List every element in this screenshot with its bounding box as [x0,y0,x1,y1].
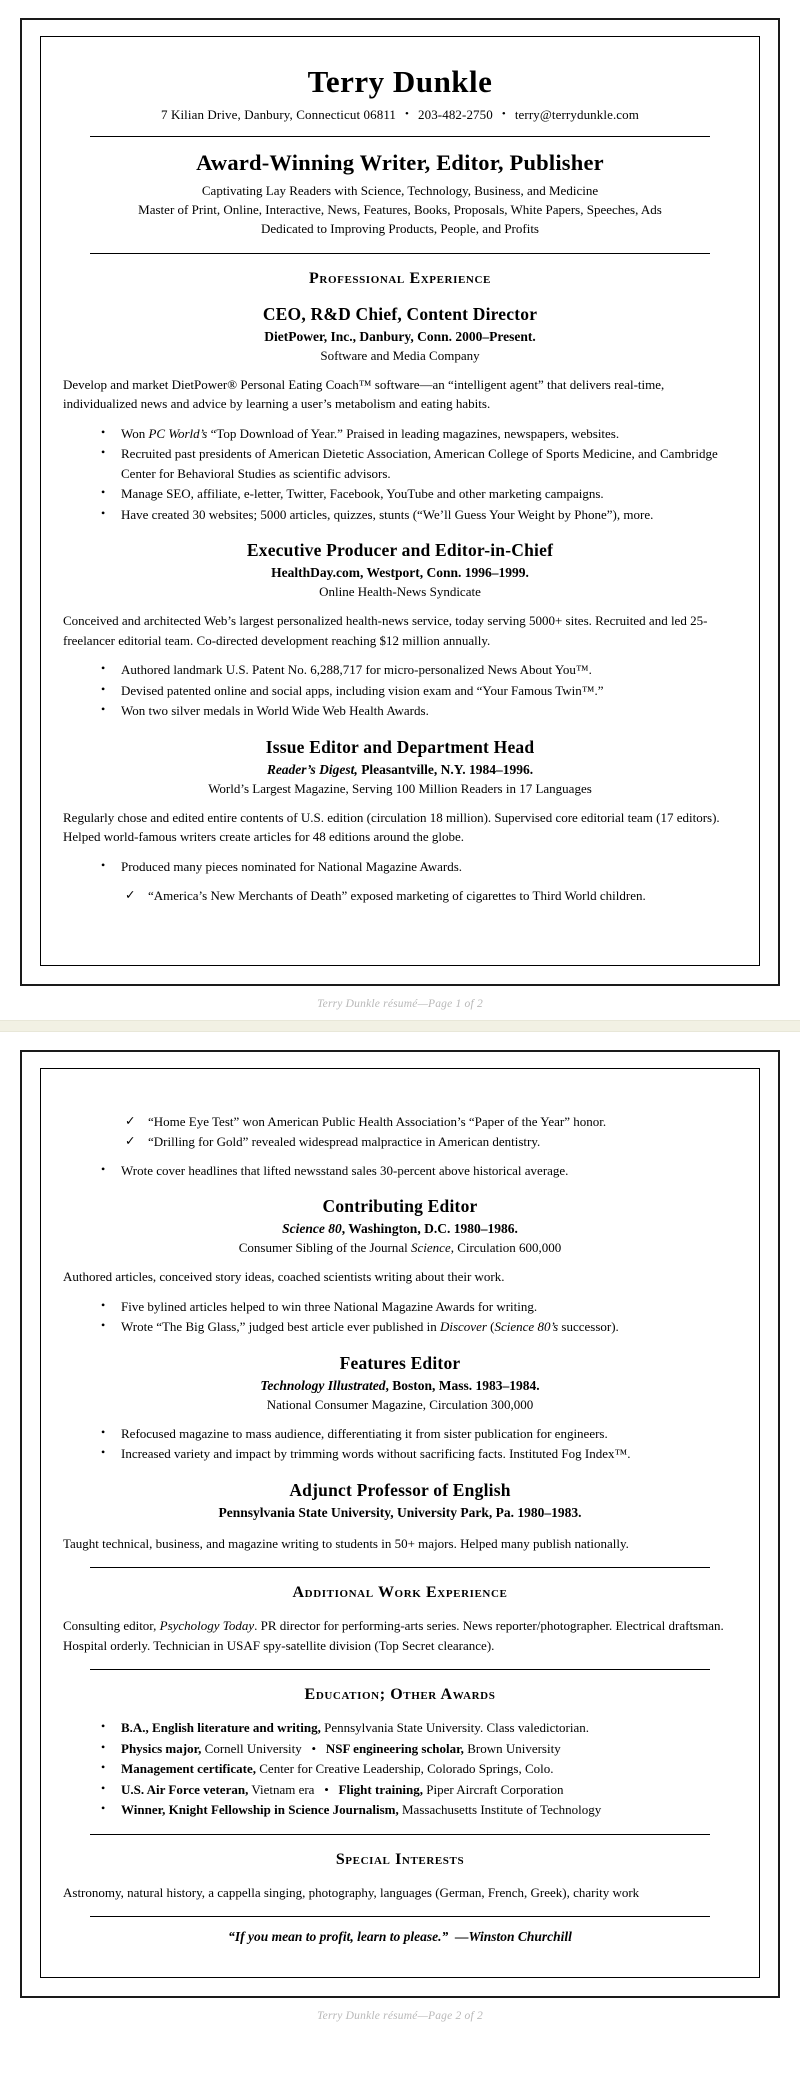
job-title-penn-state: Adjunct Professor of English [289,1479,511,1500]
publication-name: Science [411,1240,451,1256]
education-bold: Physics major, [121,1740,202,1756]
list-item: • Refocused magazine to mass audience, differentiating it from sister publication for engineers. [101,1424,737,1444]
education-list [63,1718,737,1820]
education-rest: Massachusetts Institute of Technology [398,1802,602,1818]
job-bullets-readers-digest-page2 [63,1161,737,1181]
tagline-2: Master of Print, Online, Interactive, News, Features, Books, Proposals, White Papers, Speeches, Ads [138,201,662,217]
tagline-3: Dedicated to Improving Products, People, and Profits [260,220,539,236]
professional-headline: Award-Winning Writer, Editor, Publisher [196,150,604,176]
list-item: • Increased variety and impact by trimming words without sacrificing facts. Instituted Fog Index™. [101,1444,737,1464]
divider-education [90,1669,710,1670]
page-break-space [0,1032,800,1050]
list-item: • Won two silver medals in World Wide Web Health Awards. [101,701,737,721]
publication-name: Technology Illustrated [260,1377,386,1393]
job-title-technology-illustrated: Features Editor [339,1352,461,1373]
list-item: ✓ “Home Eye Test” won American Public Health Association’s “Paper of the Year” honor. [125,1112,737,1132]
list-item [101,1718,737,1738]
education-bold-2: NSF engineering scholar, [325,1740,464,1756]
contact-line [63,107,737,123]
job-bullets-dietpower [63,424,737,525]
job-org-readers-digest [63,762,737,778]
page-2-inner [40,1068,760,1979]
additional-work-part-b: . PR director for performing-arts series. News reporter/photographer. [254,1618,613,1634]
job-desc-part-a: Consumer Sibling of the Journal [238,1240,412,1256]
additional-work-line-2: Electrical draftsman. Hospital orderly. Technician in USAF spy-satellite division (Top Secret clearance). [63,1618,724,1653]
additional-work-part-a: Consulting editor, [63,1618,160,1634]
job-desc-readers-digest: World’s Largest Magazine, Serving 100 Million Readers in 17 Languages [208,780,592,796]
list-item: • Authored landmark U.S. Patent No. 6,288,717 for micro-personalized News About You™. [101,660,737,680]
list-item: • Won PC World’s “Top Download of Year.” Praised in leading magazines, newspapers, websites. [101,424,737,444]
divider-header [90,136,710,137]
job-org-penn-state: Pennsylvania State University, University Park, Pa. 1980–1983. [218,1504,582,1520]
job-desc-technology-illustrated: National Consumer Magazine, Circulation 300,000 [266,1396,534,1412]
additional-work-text [63,1616,737,1655]
spacer [63,1524,737,1534]
page-title: Terry Dunkle [307,64,493,99]
education-bold: Management certificate, [121,1761,256,1777]
section-additional-work-experience: Additional Work Experience [292,1584,508,1602]
publication-name: Reader’s Digest, [266,761,358,777]
divider-additional [90,1567,710,1568]
divider-tagline [90,253,710,254]
job-bullets-healthday [63,660,737,721]
contact-email: terry@terrydunkle.com [514,107,639,123]
education-rest: Cornell University [201,1740,302,1756]
job-org-healthday: HealthDay.com, Westport, Conn. 1996–1999. [271,565,529,581]
job-desc-dietpower: Software and Media Company [320,347,480,363]
education-bold-2: Flight training, [338,1781,424,1797]
publication-name: Science 80’s [494,1319,559,1335]
job-para-readers-digest: Regularly chose and edited entire contents of U.S. edition (circulation 18 million). Supervised core editorial team (17 editors). Helped world-famous writers create articles for 48 editions around the globe. [63,809,720,845]
list-item: • Produced many pieces nominated for National Magazine Awards. [101,857,737,877]
job-org-rest: Pleasantville, N.Y. 1984–1996. [357,761,534,777]
page-2-bottom-space [63,1951,737,1961]
special-interests-text: Astronomy, natural history, a cappella singing, photography, languages (German, French, Greek), charity work [63,1884,640,1900]
education-rest-2: Piper Aircraft Corporation [423,1781,564,1797]
job-para-dietpower: Develop and market DietPower® Personal Eating Coach™ software—an “intelligent agent” that delivers real-time, individualized news and advice by learning a user’s metabolism and eating habits. [63,376,665,412]
section-professional-experience: Professional Experience [309,269,491,287]
list-item: • Have created 30 websites; 5000 articles, quizzes, stunts (“We’ll Guess Your Weight by Phone”), more. [101,505,737,525]
education-rest: Pennsylvania State University. Class valedictorian. [320,1720,589,1736]
divider-quote-wrap [63,1916,737,1917]
job-title-science80: Contributing Editor [322,1196,478,1217]
page-1-bottom-space [63,915,737,949]
page-2-frame [20,1050,780,1999]
page-break-band [0,1020,800,1032]
list-item: • Wrote cover headlines that lifted newsstand sales 30-percent above historical average. [101,1161,737,1181]
page-2-top-space [63,1083,737,1103]
job-org-technology-illustrated [63,1378,737,1394]
list-item: ✓ “America’s New Merchants of Death” exposed marketing of cigarettes to Third World children. [125,886,737,906]
list-item [101,1759,737,1779]
page-1-footer: Terry Dunkle résumé—Page 1 of 2 [317,997,483,1010]
education-bold: B.A., English literature and writing, [121,1720,321,1736]
list-item: ✓ “Drilling for Gold” revealed widespread malpractice in American dentistry. [125,1132,737,1152]
list-item: • Physics major, Cornell University • NSF engineering scholar, Brown University [101,1739,737,1759]
page-2-footer: Terry Dunkle résumé—Page 2 of 2 [317,2010,483,2023]
top-margin [0,0,800,18]
job-title-dietpower: CEO, R&D Chief, Content Director [262,303,538,324]
page-1-frame [20,18,780,986]
contact-phone: 203-482-2750 [418,107,493,123]
divider-interests [90,1834,710,1835]
job-bullets-science80 [63,1297,737,1337]
contact-separator-2: • [501,108,506,121]
job-bullets-technology-illustrated [63,1424,737,1464]
job-checks-readers-digest-page1 [63,886,737,906]
education-rest: Vietnam era [248,1781,315,1797]
job-checks-readers-digest-page2 [63,1112,737,1152]
page-2 [20,1050,780,1999]
education-bold: U.S. Air Force veteran, [121,1781,249,1797]
divider-additional-wrap [63,1567,737,1568]
job-para-science80: Authored articles, conceived story ideas, coached scientists writing about their work. [63,1269,505,1285]
publication-name: Psychology Today [159,1618,255,1634]
job-title-readers-digest: Issue Editor and Department Head [265,736,535,757]
tagline-1: Captivating Lay Readers with Science, Technology, Business, and Medicine [201,183,599,199]
job-desc-healthday: Online Health-News Syndicate [319,584,481,600]
list-item: • Wrote “The Big Glass,” judged best article ever published in Discover (Science 80’s successor). [101,1317,737,1337]
publication-name: Discover [439,1319,487,1335]
publication-name: PC World’s [148,425,208,441]
bottom-margin [0,2032,800,2050]
divider-tagline-wrap [63,253,737,254]
divider-quote [90,1916,710,1917]
list-item [101,1800,737,1820]
contact-address: 7 Kilian Drive, Danbury, Connecticut 06811 [161,107,397,123]
section-education-other-awards: Education; Other Awards [304,1686,496,1704]
page-1 [20,18,780,986]
job-bullets-readers-digest [63,857,737,877]
job-org-rest: , Washington, D.C. 1980–1986. [341,1221,518,1237]
list-item: • U.S. Air Force veteran, Vietnam era • Flight training, Piper Aircraft Corporation [101,1780,737,1800]
education-rest: Center for Creative Leadership, Colorado Springs, Colo. [256,1761,554,1777]
job-title-healthday: Executive Producer and Editor-in-Chief [246,540,554,561]
job-org-rest: , Boston, Mass. 1983–1984. [385,1377,540,1393]
job-org-dietpower: DietPower, Inc., Danbury, Conn. 2000–Present. [264,328,536,344]
publication-name: Science 80 [282,1221,342,1237]
job-para-healthday: Conceived and architected Web’s largest personalized health-news service, today serving 5000+ sites. Recruited and led 25-freelancer editorial team. Co-directed development reaching $12 million annually. [63,613,708,648]
list-item: • Manage SEO, affiliate, e-letter, Twitter, Facebook, YouTube and other marketing campaigns. [101,484,737,504]
list-item: • Five bylined articles helped to win three National Magazine Awards for writing. [101,1297,737,1317]
education-rest-2: Brown University [463,1740,561,1756]
divider-interests-wrap [63,1834,737,1835]
quote-attribution: Winston Churchill [468,1929,572,1945]
closing-quote: “If you mean to profit, learn to please.” —Winston Churchill [228,1929,572,1945]
job-org-science80 [63,1221,737,1237]
job-desc-part-b: , Circulation 600,000 [450,1240,562,1256]
list-item: • Recruited past presidents of American Dietetic Association, American College of Sports Medicine, and Cambridge Center for Behavioral Studies as scientific advisors. [101,444,737,483]
contact-separator-1: • [405,108,409,121]
job-para-penn-state: Taught technical, business, and magazine writing to students in 50+ majors. Helped many publish nationally. [63,1535,629,1551]
education-bold: Winner, Knight Fellowship in Science Journalism, [121,1802,399,1818]
list-item: • Devised patented online and social apps, including vision exam and “Your Famous Twin™.” [101,681,737,701]
page-1-inner [40,36,760,966]
divider-education-wrap [63,1669,737,1670]
section-special-interests: Special Interests [335,1850,465,1868]
job-desc-science80 [63,1240,737,1256]
